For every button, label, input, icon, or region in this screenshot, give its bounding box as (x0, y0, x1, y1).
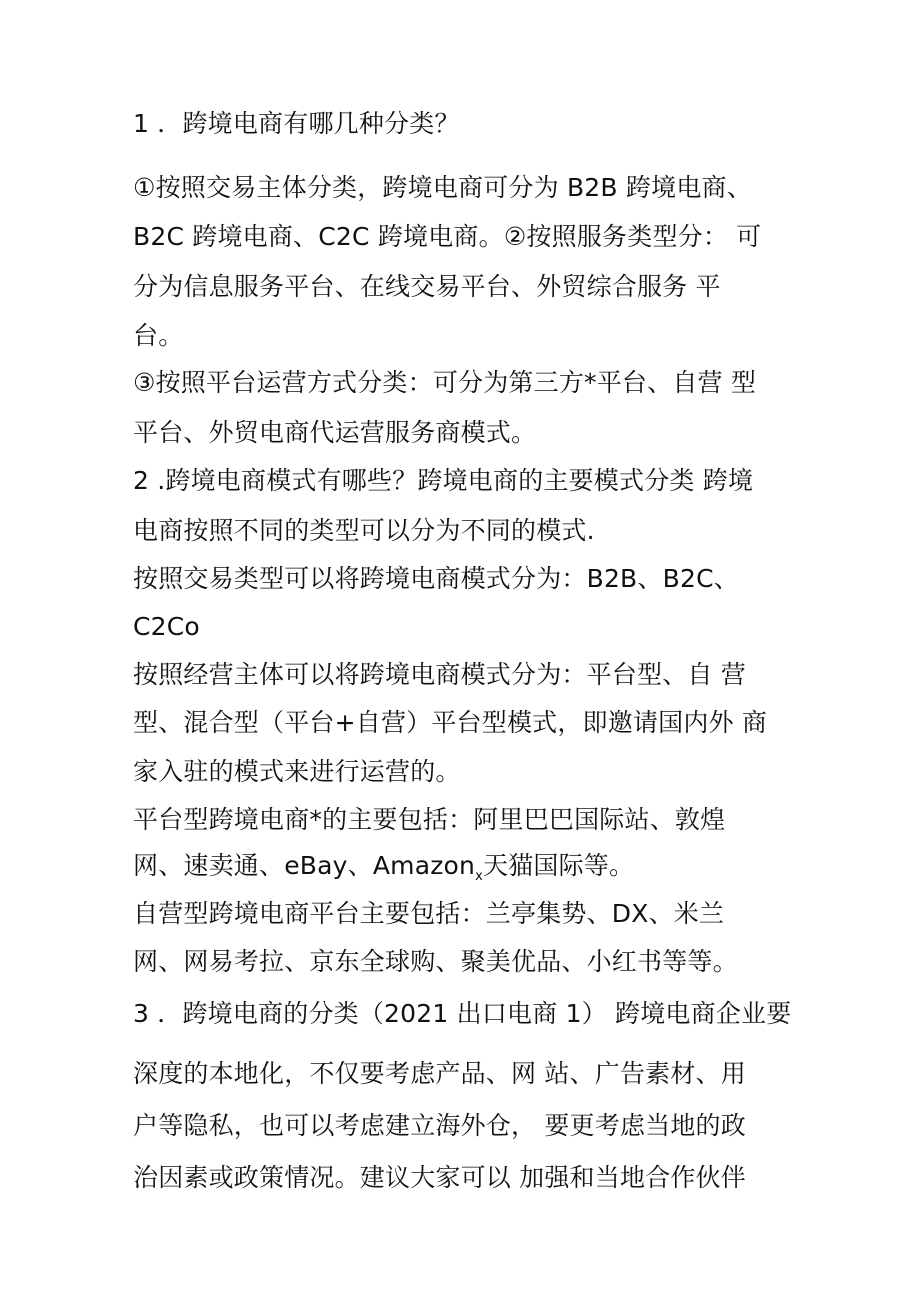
paragraph-line: B2C 跨境电商、C2C 跨境电商。②按照服务类型分： 可 (133, 222, 762, 251)
paragraph-line: 平台型跨境电商*的主要包括：阿里巴巴国际站、敦煌 (133, 805, 726, 834)
paragraph-line: C2Co (133, 612, 200, 641)
paragraph-line: 台。 (133, 321, 184, 350)
paragraph-line (133, 850, 634, 893)
platform-list-text: 网、速卖通、eBay、Amazon (133, 851, 476, 880)
paragraph-line: 按照经营主体可以将跨境电商模式分为：平台型、自 营 (133, 660, 746, 689)
paragraph-line: 按照交易类型可以将跨境电商模式分为：B2B、B2C、 (133, 564, 739, 593)
paragraph-line: 平台、外贸电商代运营服务商模式。 (133, 418, 537, 447)
paragraph-line: 家入驻的模式来进行运营的。 (133, 757, 461, 786)
paragraph-line: 户等隐私，也可以考虑建立海外仓， 要更考虑当地的政 (133, 1111, 746, 1140)
paragraph-line: 型、混合型（平台+自营）平台型模式，即邀请国内外 商 (133, 708, 768, 737)
paragraph-line: ③按照平台运营方式分类：可分为第三方*平台、自营 型 (133, 368, 757, 397)
paragraph-line: 网、网易考拉、京东全球购、聚美优品、小红书等等。 (133, 947, 738, 976)
paragraph-line: ①按照交易主体分类，跨境电商可分为 B2B 跨境电商、 (133, 173, 752, 202)
paragraph-line: 分为信息服务平台、在线交易平台、外贸综合服务 平 (133, 272, 721, 301)
heading-question-1: 1 ．跨境电商有哪几种分类？ (133, 109, 460, 138)
heading-question-2: 2 .跨境电商模式有哪些？跨境电商的主要模式分类 跨境 (133, 466, 754, 495)
paragraph-line: 自营型跨境电商平台主要包括：兰亭集势、DX、米兰 (133, 899, 725, 928)
paragraph-line: 深度的本地化，不仅要考虑产品、网 站、广告素材、用 (133, 1059, 746, 1088)
paragraph-line: 治因素或政策情况。建议大家可以 加强和当地合作伙伴 (133, 1163, 746, 1192)
platform-list-tail: 天猫国际等。 (483, 851, 635, 880)
heading-question-3: 3 ．跨境电商的分类（2021 出口电商 1） 跨境电商企业要 (133, 999, 792, 1028)
subscript-mark: x (475, 869, 483, 884)
paragraph-line: 电商按照不同的类型可以分为不同的模式. (133, 516, 595, 545)
